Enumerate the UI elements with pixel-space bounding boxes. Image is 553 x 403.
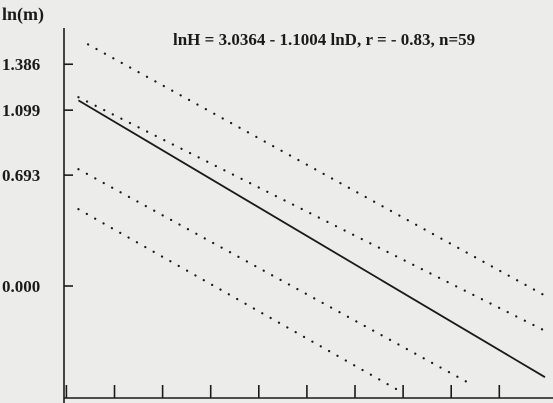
confidence-band-line-2 (78, 97, 545, 331)
series-group (78, 44, 545, 391)
confidence-band-line-1 (88, 44, 545, 295)
y-axis-label: ln(m) (2, 4, 44, 24)
confidence-band-line-4 (78, 209, 400, 391)
y-tick-label: 0.000 (2, 277, 41, 296)
x-tick-marks (66, 385, 499, 398)
y-tick-labels (2, 55, 40, 296)
y-tick-label: 1.386 (2, 55, 41, 75)
y-tick-marks (64, 64, 73, 286)
y-tick-label: 0.693 (2, 166, 41, 186)
regression-line (78, 100, 545, 377)
chart-title: lnH = 3.0364 - 1.1004 lnD, r = - 0.83, n=59 (173, 30, 476, 49)
y-tick-label: 1.099 (2, 101, 41, 121)
confidence-band-line-3 (78, 169, 472, 385)
